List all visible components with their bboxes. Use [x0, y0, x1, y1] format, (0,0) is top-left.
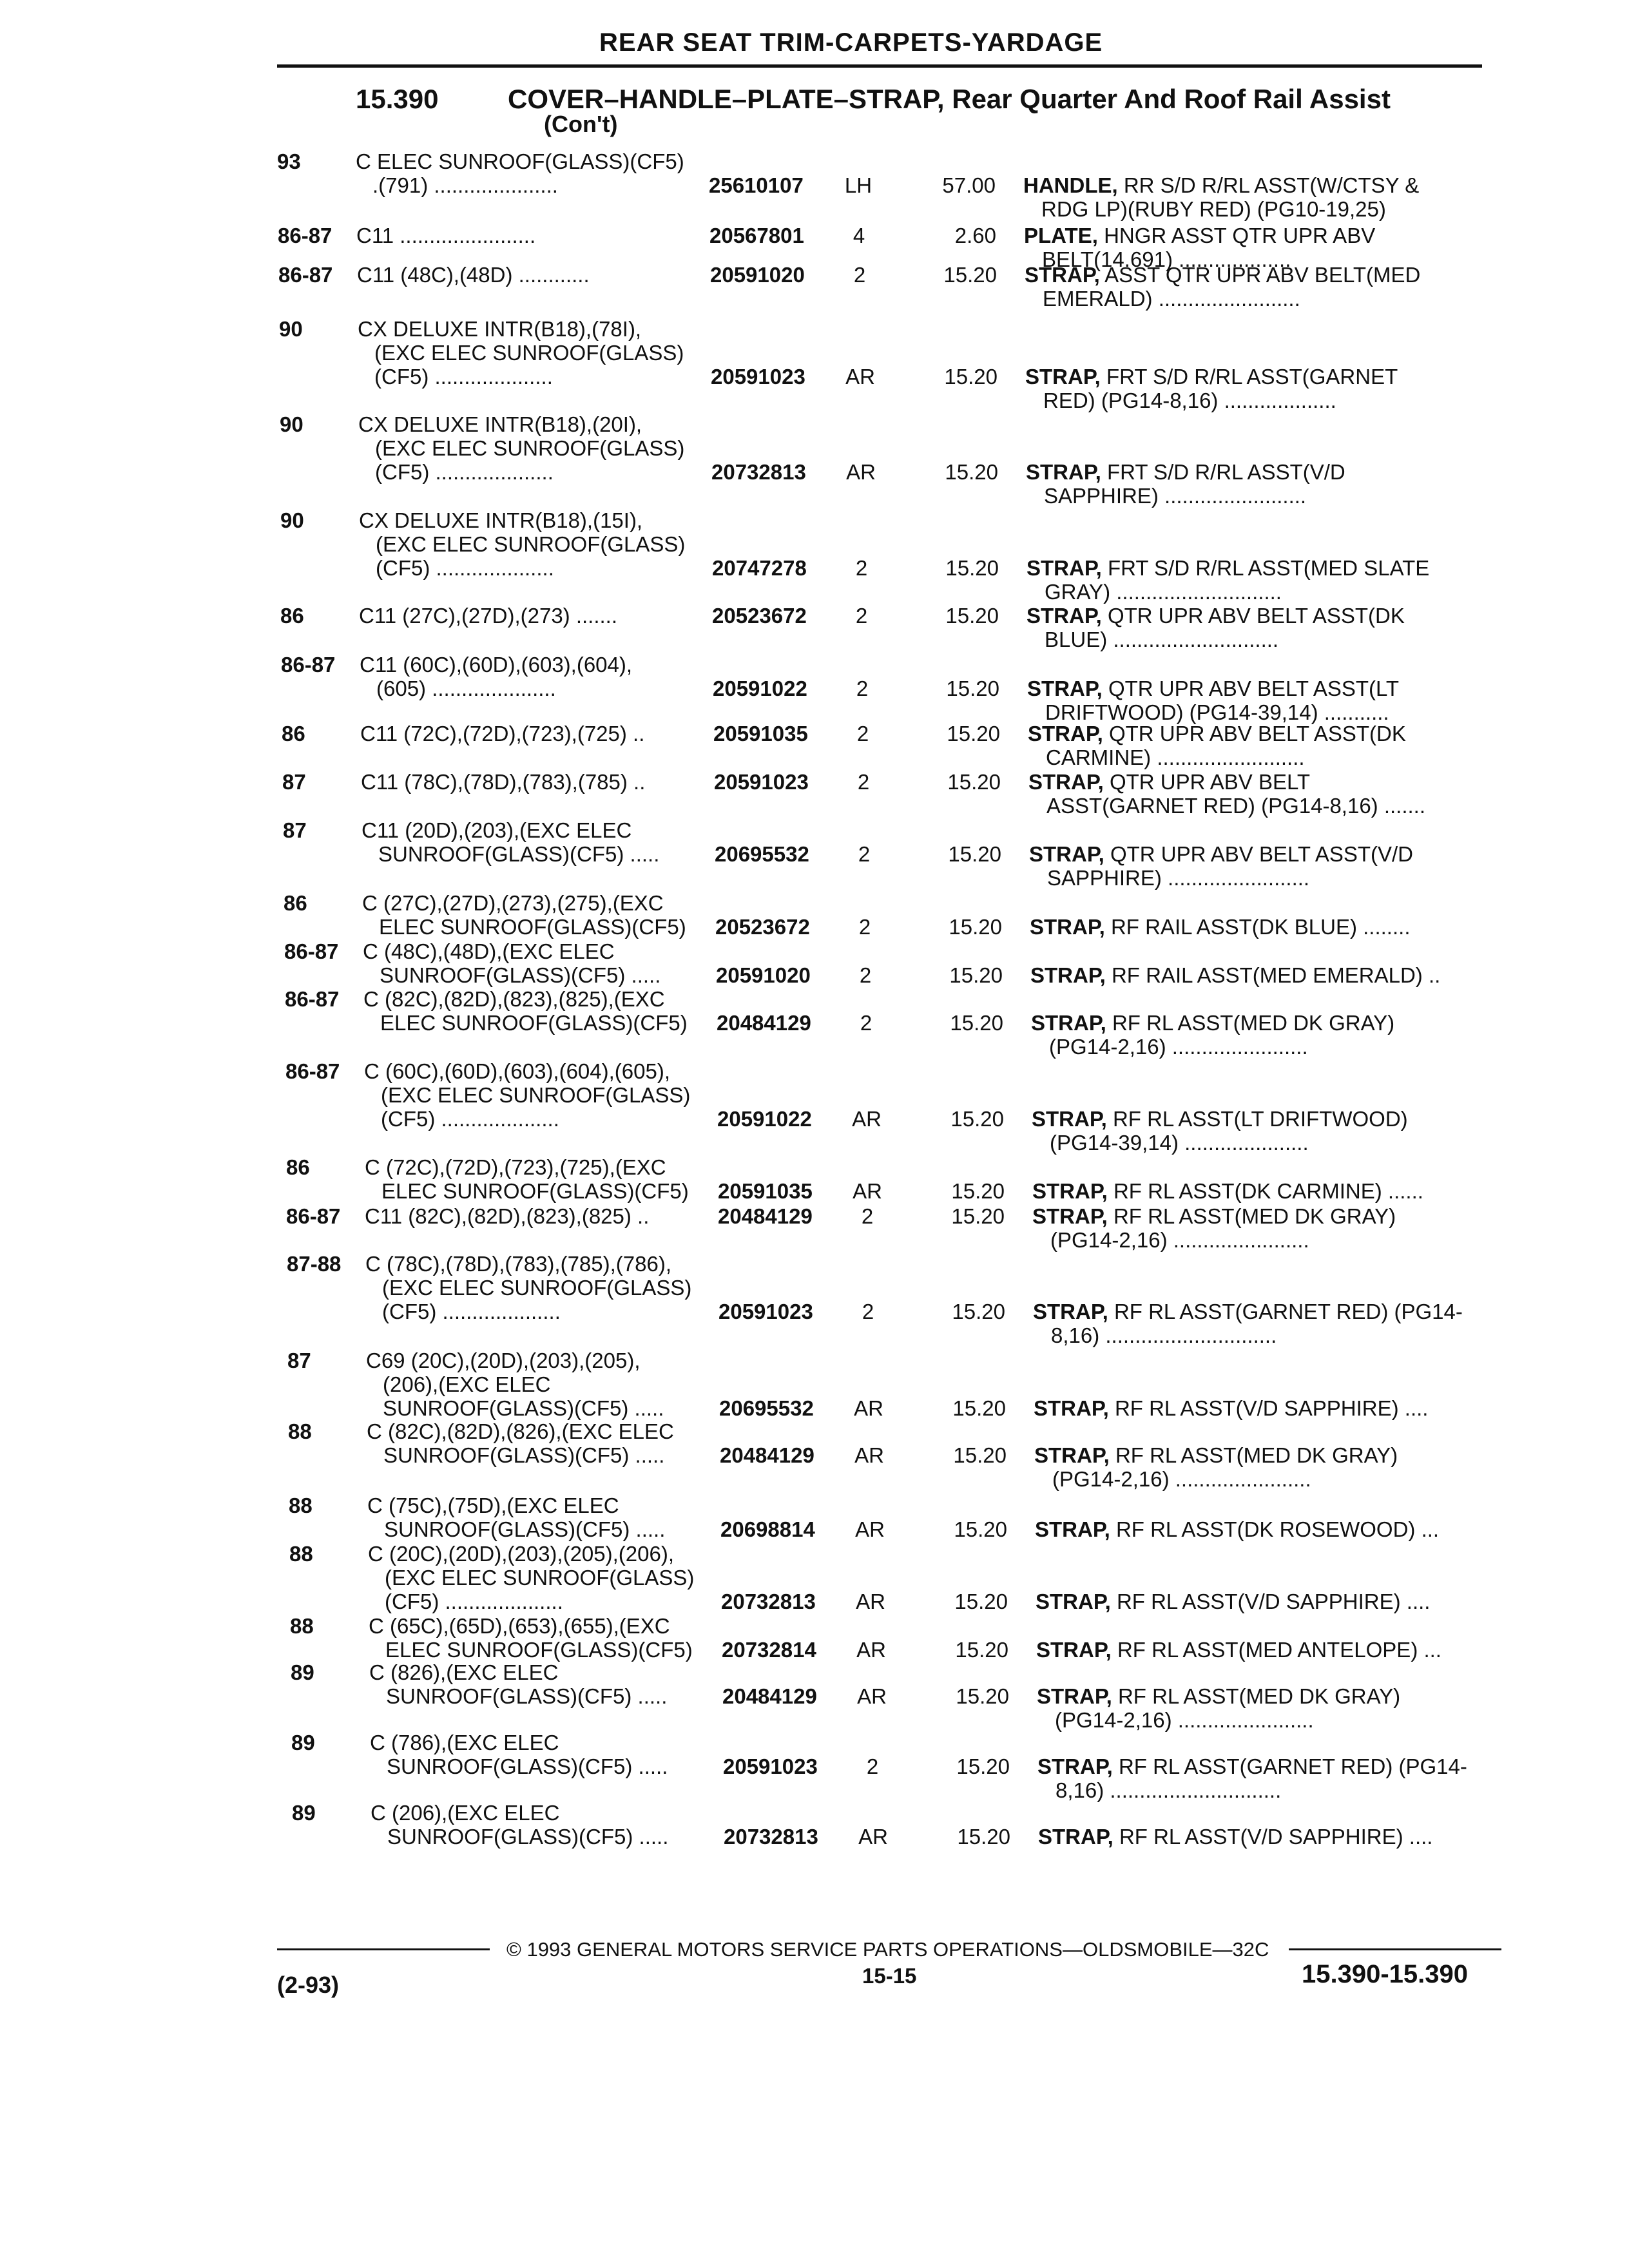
part-name-text: RF RL ASST(MED ANTELOPE) ... [1117, 1638, 1441, 1662]
part-type: STRAP, [1033, 1300, 1108, 1323]
part-type: STRAP, [1028, 770, 1104, 794]
price: 15.20 [953, 1443, 1007, 1467]
usage-description [359, 604, 707, 628]
price: 15.20 [945, 556, 999, 580]
model-year: 86-87 [286, 1204, 341, 1228]
usage-description-line: ELEC SUNROOF(GLASS)(CF5) [379, 915, 686, 939]
quantity: 4 [853, 224, 865, 247]
part-type: STRAP, [1026, 460, 1101, 484]
part-number: 20591023 [711, 365, 805, 389]
usage-description [366, 1349, 714, 1420]
price: 57.00 [942, 173, 996, 197]
model-year: 87-88 [287, 1252, 342, 1276]
quantity: AR [857, 1684, 887, 1708]
quantity: AR [854, 1396, 883, 1420]
part-number: 20567801 [709, 224, 804, 247]
part-number: 20732813 [724, 1825, 818, 1849]
part-name-continuation: (PG14-39,14) ..................... [1050, 1131, 1309, 1155]
price: 15.20 [955, 1638, 1008, 1662]
quantity: 2 [858, 915, 871, 939]
usage-description-line: C11 (82C),(82D),(823),(825) .. [365, 1204, 650, 1228]
part-number: 20591022 [717, 1107, 812, 1131]
usage-description-line: ELEC SUNROOF(GLASS)(CF5) [380, 1011, 688, 1035]
section-title: COVER–HANDLE–PLATE–STRAP, Rear Quarter And Roof Rail Assist [508, 84, 1391, 114]
model-year: 90 [279, 317, 303, 341]
usage-description-line: C11 (27C),(27D),(273) ....... [359, 604, 618, 628]
part-name-text: RF RL ASST(MED DK GRAY) [1115, 1443, 1398, 1467]
usage-description-line: (EXC ELEC SUNROOF(GLASS) [381, 1083, 691, 1107]
footer-rule-right [1289, 1948, 1501, 1950]
model-year: 86 [284, 891, 307, 915]
part-name [1032, 1204, 1496, 1252]
model-year: 86-87 [281, 653, 336, 677]
usage-description [360, 653, 708, 700]
quantity: AR [853, 1179, 882, 1203]
price: 15.20 [952, 1396, 1006, 1420]
quantity: AR [858, 1825, 888, 1849]
usage-description [356, 224, 704, 247]
price: 15.20 [946, 677, 999, 700]
part-number: 20484129 [718, 1204, 813, 1228]
part-type: STRAP, [1030, 963, 1106, 987]
part-number: 20591020 [716, 963, 811, 987]
part-type: STRAP, [1036, 1638, 1112, 1662]
part-number: 20591035 [713, 722, 808, 745]
part-name [1033, 1300, 1497, 1347]
usage-description [371, 1801, 718, 1849]
quantity: 2 [856, 722, 869, 745]
usage-description-line: (EXC ELEC SUNROOF(GLASS) [375, 436, 685, 460]
part-type: PLATE, [1024, 224, 1098, 247]
part-number: 20484129 [717, 1011, 811, 1035]
usage-description-line: C (48C),(48D),(EXC ELEC [363, 939, 615, 963]
part-name [1030, 963, 1494, 987]
part-name [1027, 677, 1491, 724]
part-name-continuation: CARMINE) ......................... [1046, 745, 1305, 769]
quantity: 2 [855, 604, 868, 628]
part-type: STRAP, [1027, 556, 1102, 580]
part-type: STRAP, [1031, 1011, 1106, 1035]
model-year: 86-87 [278, 224, 333, 247]
part-name-continuation: BELT(14.691) ................... [1042, 247, 1291, 271]
price: 15.20 [943, 263, 997, 287]
model-year: 86 [280, 604, 304, 628]
part-name-text: RF RL ASST(GARNET RED) (PG14- [1113, 1300, 1463, 1323]
part-name-text: RF RL ASST(LT DRIFTWOOD) [1112, 1107, 1408, 1131]
usage-description-line: C11 (72C),(72D),(723),(725) .. [360, 722, 645, 745]
usage-description [364, 1059, 712, 1131]
part-name-text: RF RL ASST(V/D SAPPHIRE) .... [1119, 1825, 1433, 1849]
usage-description-line: CX DELUXE INTR(B18),(78I), [358, 317, 642, 341]
model-year: 86-87 [285, 1059, 340, 1083]
part-number: 20484129 [722, 1684, 817, 1708]
part-name-text: QTR UPR ABV BELT [1109, 770, 1311, 794]
usage-description-line: ELEC SUNROOF(GLASS)(CF5) [385, 1638, 693, 1662]
usage-description-line: (CF5) .................... [385, 1590, 563, 1613]
usage-description-line: C (72C),(72D),(723),(725),(EXC [365, 1155, 666, 1179]
usage-description-line: (CF5) .................... [375, 460, 554, 484]
part-name-continuation: RDG LP)(RUBY RED) (PG10-19,25) [1041, 197, 1386, 221]
part-number: 20747278 [712, 556, 807, 580]
part-number: 20732813 [721, 1590, 816, 1613]
quantity: 2 [862, 1300, 874, 1323]
part-type: STRAP, [1038, 1825, 1113, 1849]
part-number: 20695532 [715, 842, 809, 866]
usage-description-line: C11 (78C),(78D),(783),(785) .. [361, 770, 646, 794]
part-name [1030, 915, 1494, 939]
part-type: STRAP, [1032, 1179, 1108, 1203]
price: 15.20 [945, 604, 999, 628]
quantity: AR [846, 460, 876, 484]
usage-description [370, 1731, 718, 1778]
usage-description-line: C (75C),(75D),(EXC ELEC [367, 1494, 619, 1517]
usage-description [368, 1542, 716, 1613]
usage-description-line: SUNROOF(GLASS)(CF5) ..... [383, 1443, 665, 1467]
part-name-text: FRT S/D R/RL ASST(V/D [1106, 460, 1345, 484]
footer-section-range: 15.390-15.390 [1302, 1960, 1469, 1988]
usage-description-line: CX DELUXE INTR(B18),(20I), [358, 412, 642, 436]
price: 15.20 [951, 1179, 1005, 1203]
usage-description-line: (EXC ELEC SUNROOF(GLASS) [374, 341, 684, 365]
quantity: 2 [866, 1754, 879, 1778]
part-name-text: RF RL ASST(DK ROSEWOOD) ... [1115, 1517, 1440, 1541]
part-type: STRAP, [1037, 1754, 1113, 1778]
part-name-text: FRT S/D R/RL ASST(MED SLATE [1107, 556, 1430, 580]
part-type: STRAP, [1030, 915, 1105, 939]
quantity: 2 [860, 1011, 872, 1035]
part-name-continuation: RED) (PG14-8,16) ................... [1043, 389, 1336, 412]
part-name [1026, 460, 1490, 508]
price: 15.20 [944, 365, 998, 389]
part-type: HANDLE, [1023, 173, 1118, 197]
model-year: 87 [282, 770, 306, 794]
part-number: 20698814 [720, 1517, 815, 1541]
part-name-continuation: ASST(GARNET RED) (PG14-8,16) ....... [1046, 794, 1426, 818]
section-number: 15.390 [356, 84, 439, 114]
part-name-text: RF RL ASST(GARNET RED) (PG14- [1118, 1754, 1467, 1778]
usage-description-line: (CF5) .................... [374, 365, 553, 389]
quantity: 2 [861, 1204, 874, 1228]
part-name-text: RR S/D R/RL ASST(W/CTSY & [1123, 173, 1420, 197]
usage-description [361, 818, 709, 866]
model-year: 89 [291, 1731, 315, 1754]
usage-description [365, 1155, 713, 1203]
part-type: STRAP, [1035, 1517, 1110, 1541]
part-name [1034, 1396, 1498, 1420]
quantity: 2 [857, 770, 870, 794]
price: 15.20 [954, 1517, 1007, 1541]
usage-description-line: (EXC ELEC SUNROOF(GLASS) [385, 1566, 695, 1590]
model-year: 89 [292, 1801, 316, 1825]
part-name [1038, 1825, 1502, 1849]
model-year: 86-87 [285, 987, 340, 1011]
usage-description-line: SUNROOF(GLASS)(CF5) ..... [380, 963, 661, 987]
usage-description [369, 1660, 717, 1708]
part-number: 20523672 [712, 604, 807, 628]
usage-description [369, 1614, 717, 1662]
usage-description-line: C (786),(EXC ELEC [370, 1731, 559, 1754]
price: 15.20 [947, 722, 1000, 745]
price: 2.60 [954, 224, 996, 247]
quantity: 2 [859, 963, 872, 987]
usage-description [361, 770, 709, 794]
part-name-text: RF RL ASST(V/D SAPPHIRE) .... [1116, 1590, 1431, 1613]
usage-description-line: .(791) ..................... [372, 173, 558, 197]
model-year: 88 [290, 1614, 314, 1638]
usage-description-line: (206),(EXC ELEC [383, 1372, 551, 1396]
part-name [1027, 604, 1490, 651]
part-name-text: QTR UPR ABV BELT ASST(V/D [1110, 842, 1414, 866]
part-name-text: QTR UPR ABV BELT ASST(DK [1107, 604, 1405, 628]
usage-description-line: (CF5) .................... [376, 556, 554, 580]
model-year: 86-87 [278, 263, 333, 287]
usage-description [363, 987, 711, 1035]
usage-description-line: SUNROOF(GLASS)(CF5) ..... [387, 1825, 669, 1849]
quantity: AR [856, 1590, 885, 1613]
price: 15.20 [947, 770, 1001, 794]
quantity: 2 [856, 677, 869, 700]
usage-description-line: C11 (60C),(60D),(603),(604), [360, 653, 633, 677]
usage-description [360, 722, 708, 745]
part-name [1027, 556, 1490, 604]
part-type: STRAP, [1032, 1107, 1107, 1131]
part-name [1036, 1590, 1499, 1613]
quantity: AR [854, 1443, 884, 1467]
usage-description-line: SUNROOF(GLASS)(CF5) ..... [383, 1396, 664, 1420]
part-name [1032, 1107, 1496, 1155]
part-name [1035, 1517, 1499, 1541]
usage-description-line: C11 (48C),(48D) ............ [357, 263, 590, 287]
part-type: STRAP, [1028, 722, 1103, 745]
part-type: STRAP, [1027, 604, 1102, 628]
part-type: STRAP, [1034, 1396, 1109, 1420]
quantity: 2 [853, 263, 866, 287]
usage-description-line: C11 (20D),(203),(EXC ELEC [361, 818, 632, 842]
price: 15.20 [957, 1825, 1010, 1849]
usage-description-line: C (78C),(78D),(783),(785),(786), [365, 1252, 671, 1276]
part-number: 20591023 [723, 1754, 818, 1778]
model-year: 87 [287, 1349, 311, 1372]
price: 15.20 [956, 1684, 1009, 1708]
part-name-text: RF RL ASST(MED DK GRAY) [1112, 1011, 1395, 1035]
part-name-continuation: SAPPHIRE) ........................ [1044, 484, 1307, 508]
part-type: STRAP, [1037, 1684, 1112, 1708]
part-name-continuation: EMERALD) ........................ [1043, 287, 1300, 311]
usage-description [358, 412, 706, 484]
usage-description-line: SUNROOF(GLASS)(CF5) ..... [378, 842, 660, 866]
usage-description-line: SUNROOF(GLASS)(CF5) ..... [387, 1754, 668, 1778]
quantity: AR [852, 1107, 882, 1131]
model-year: 89 [291, 1660, 314, 1684]
quantity: LH [844, 173, 872, 197]
price: 15.20 [950, 1107, 1004, 1131]
part-name [1029, 842, 1493, 890]
part-name-text: HNGR ASST QTR UPR ABV [1104, 224, 1376, 247]
usage-description-line: ELEC SUNROOF(GLASS)(CF5) [381, 1179, 689, 1203]
model-year: 93 [277, 149, 301, 173]
quantity: 2 [858, 842, 871, 866]
part-number: 20523672 [715, 915, 810, 939]
part-name-text: RF RL ASST(V/D SAPPHIRE) .... [1114, 1396, 1429, 1420]
usage-description-line: C (65C),(65D),(653),(655),(EXC [369, 1614, 670, 1638]
model-year: 88 [289, 1494, 313, 1517]
part-name-continuation: (PG14-2,16) ....................... [1052, 1467, 1311, 1491]
usage-description-line: (605) ..................... [376, 677, 556, 700]
part-name-continuation: DRIFTWOOD) (PG14-39,14) ........... [1045, 700, 1389, 724]
usage-description [358, 317, 706, 389]
footer-date-code: (2-93) [277, 1972, 340, 1998]
part-number: 20732813 [711, 460, 806, 484]
usage-description-line: C (206),(EXC ELEC [371, 1801, 560, 1825]
part-name-text: RF RL ASST(MED DK GRAY) [1117, 1684, 1401, 1708]
usage-description-line: C (27C),(27D),(273),(275),(EXC [362, 891, 664, 915]
part-number: 20591023 [714, 770, 809, 794]
price: 15.20 [954, 1590, 1008, 1613]
usage-description-line: (CF5) .................... [382, 1300, 561, 1323]
model-year: 88 [288, 1419, 312, 1443]
part-number: 20591035 [718, 1179, 813, 1203]
part-type: STRAP, [1032, 1204, 1108, 1228]
usage-description-line: (EXC ELEC SUNROOF(GLASS) [376, 532, 686, 556]
quantity: AR [845, 365, 875, 389]
part-name [1037, 1684, 1501, 1732]
usage-description [365, 1252, 713, 1323]
usage-description-line: C (60C),(60D),(603),(604),(605), [364, 1059, 670, 1083]
part-name [1025, 263, 1489, 311]
usage-description-line: SUNROOF(GLASS)(CF5) ..... [384, 1517, 666, 1541]
part-name-continuation: SAPPHIRE) ........................ [1047, 866, 1310, 890]
price: 15.20 [952, 1300, 1005, 1323]
part-name-continuation: (PG14-2,16) ....................... [1055, 1708, 1314, 1732]
price: 15.20 [949, 915, 1002, 939]
part-name-text: FRT S/D R/RL ASST(GARNET [1106, 365, 1398, 389]
usage-description [365, 1204, 713, 1228]
part-name [1025, 365, 1489, 412]
part-type: STRAP, [1034, 1443, 1110, 1467]
quantity: AR [856, 1638, 886, 1662]
usage-description [367, 1419, 715, 1467]
usage-description-line: C (826),(EXC ELEC [369, 1660, 559, 1684]
model-year: 86-87 [284, 939, 339, 963]
usage-description-line: SUNROOF(GLASS)(CF5) ..... [386, 1684, 668, 1708]
part-name [1037, 1754, 1501, 1802]
price: 15.20 [948, 842, 1001, 866]
quantity: 2 [855, 556, 868, 580]
part-name-text: QTR UPR ABV BELT ASST(LT [1108, 677, 1400, 700]
footer-rule-left [277, 1948, 490, 1950]
part-number: 20484129 [720, 1443, 815, 1467]
price: 15.20 [950, 1011, 1003, 1035]
part-name-text: RF RAIL ASST(MED EMERALD) .. [1111, 963, 1441, 987]
usage-description [367, 1494, 715, 1541]
usage-description-line: (EXC ELEC SUNROOF(GLASS) [382, 1276, 692, 1300]
part-name [1031, 1011, 1495, 1059]
footer-copyright: © 1993 GENERAL MOTORS SERVICE PARTS OPERATIONS—OLDSMOBILE—32C [506, 1938, 1269, 1961]
header-rule [277, 64, 1482, 68]
usage-description-line: C11 ....................... [356, 224, 536, 247]
part-name [1032, 1179, 1496, 1203]
usage-description [356, 149, 704, 197]
usage-description-line: C ELEC SUNROOF(GLASS)(CF5) [356, 149, 684, 173]
part-type: STRAP, [1027, 677, 1103, 700]
model-year: 90 [280, 412, 304, 436]
part-number: 20591023 [718, 1300, 813, 1323]
usage-description [357, 263, 705, 287]
page-number: 15-15 [862, 1964, 917, 1988]
usage-description [359, 508, 707, 580]
part-name-continuation: GRAY) ............................ [1045, 580, 1282, 604]
part-name-text: QTR UPR ABV BELT ASST(DK [1108, 722, 1406, 745]
part-name [1034, 1443, 1498, 1491]
part-number: 20591020 [710, 263, 805, 287]
part-number: 25610107 [709, 173, 804, 197]
part-name [1028, 770, 1492, 818]
part-name [1036, 1638, 1500, 1662]
usage-description-line: C (20C),(20D),(203),(205),(206), [368, 1542, 674, 1566]
part-name-text: ASST QTR UPR ABV BELT(MED [1104, 263, 1421, 287]
part-name-continuation: 8,16) ............................. [1055, 1778, 1282, 1802]
part-type: STRAP, [1029, 842, 1104, 866]
part-type: STRAP, [1025, 365, 1101, 389]
price: 15.20 [949, 963, 1003, 987]
part-name [1028, 722, 1492, 769]
usage-description-line: CX DELUXE INTR(B18),(15I), [359, 508, 643, 532]
section-continued: (Con't) [544, 111, 618, 137]
part-name-text: RF RL ASST(DK CARMINE) ...... [1113, 1179, 1423, 1203]
model-year: 90 [280, 508, 304, 532]
part-name-text: RF RAIL ASST(DK BLUE) ........ [1110, 915, 1411, 939]
page-title: REAR SEAT TRIM-CARPETS-YARDAGE [599, 28, 1103, 57]
part-name-continuation: (PG14-2,16) ....................... [1050, 1228, 1309, 1252]
usage-description-line: C (82C),(82D),(823),(825),(EXC [363, 987, 665, 1011]
part-name [1023, 173, 1487, 221]
part-name-continuation: (PG14-2,16) ....................... [1049, 1035, 1308, 1059]
part-name-text: RF RL ASST(MED DK GRAY) [1113, 1204, 1396, 1228]
model-year: 87 [283, 818, 307, 842]
price: 15.20 [951, 1204, 1005, 1228]
part-type: STRAP, [1025, 263, 1100, 287]
part-number: 20695532 [719, 1396, 814, 1420]
part-number: 20732814 [722, 1638, 816, 1662]
part-number: 20591022 [713, 677, 807, 700]
quantity: AR [855, 1517, 885, 1541]
usage-description-line: C69 (20C),(20D),(203),(205), [366, 1349, 641, 1372]
usage-description [363, 939, 711, 987]
price: 15.20 [945, 460, 998, 484]
usage-description-line: C (82C),(82D),(826),(EXC ELEC [367, 1419, 674, 1443]
part-type: STRAP, [1036, 1590, 1111, 1613]
usage-description-line: (CF5) .................... [381, 1107, 559, 1131]
part-name-continuation: BLUE) ............................ [1045, 628, 1279, 651]
price: 15.20 [956, 1754, 1010, 1778]
usage-description [362, 891, 710, 939]
model-year: 88 [289, 1542, 313, 1566]
model-year: 86 [282, 722, 305, 745]
part-name-continuation: 8,16) ............................. [1051, 1323, 1277, 1347]
model-year: 86 [286, 1155, 310, 1179]
